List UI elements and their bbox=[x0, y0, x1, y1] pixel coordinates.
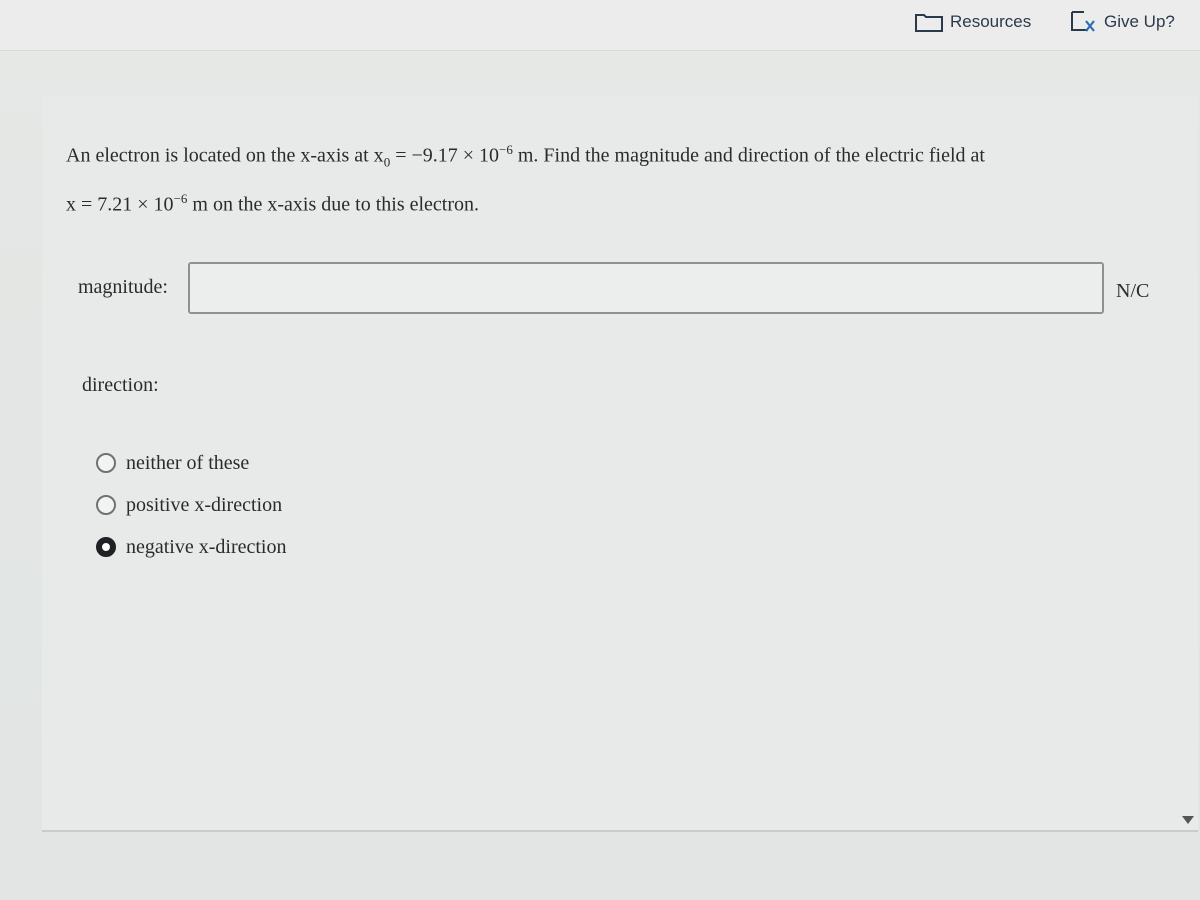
top-toolbar bbox=[0, 0, 1200, 51]
option-label: neither of these bbox=[126, 451, 250, 474]
option-neither[interactable] bbox=[96, 442, 287, 484]
give-up-label: Give Up? bbox=[1104, 12, 1175, 31]
give-up-button[interactable] bbox=[1068, 6, 1175, 38]
direction-options bbox=[96, 442, 287, 568]
radio-neither[interactable] bbox=[96, 453, 116, 473]
magnitude-input[interactable] bbox=[188, 262, 1104, 314]
direction-label: direction: bbox=[82, 374, 159, 396]
question-text: An electron is located on the x-axis at $x_0 = -9.17 \times 10^{-6}$ m. Find the magnitude and direction of the electric field at $x = 7.21 \times 10^{-6}$ m on the x-axis due to this electron. bbox=[66, 142, 985, 216]
scroll-down-arrow-icon[interactable] bbox=[1182, 816, 1194, 824]
give-up-icon bbox=[1068, 9, 1098, 35]
magnitude-label: magnitude: bbox=[78, 276, 168, 298]
radio-positive-x[interactable] bbox=[96, 495, 116, 515]
question-panel bbox=[42, 96, 1198, 832]
option-negative-x[interactable] bbox=[96, 526, 287, 568]
option-label: positive x-direction bbox=[126, 493, 283, 516]
folder-icon bbox=[914, 11, 944, 33]
resources-label: Resources bbox=[950, 12, 1032, 31]
resources-button[interactable] bbox=[914, 6, 1031, 38]
magnitude-unit: N/C bbox=[1116, 280, 1150, 302]
radio-negative-x[interactable] bbox=[96, 537, 116, 557]
option-label: negative x-direction bbox=[126, 535, 287, 558]
option-positive-x[interactable] bbox=[96, 484, 287, 526]
